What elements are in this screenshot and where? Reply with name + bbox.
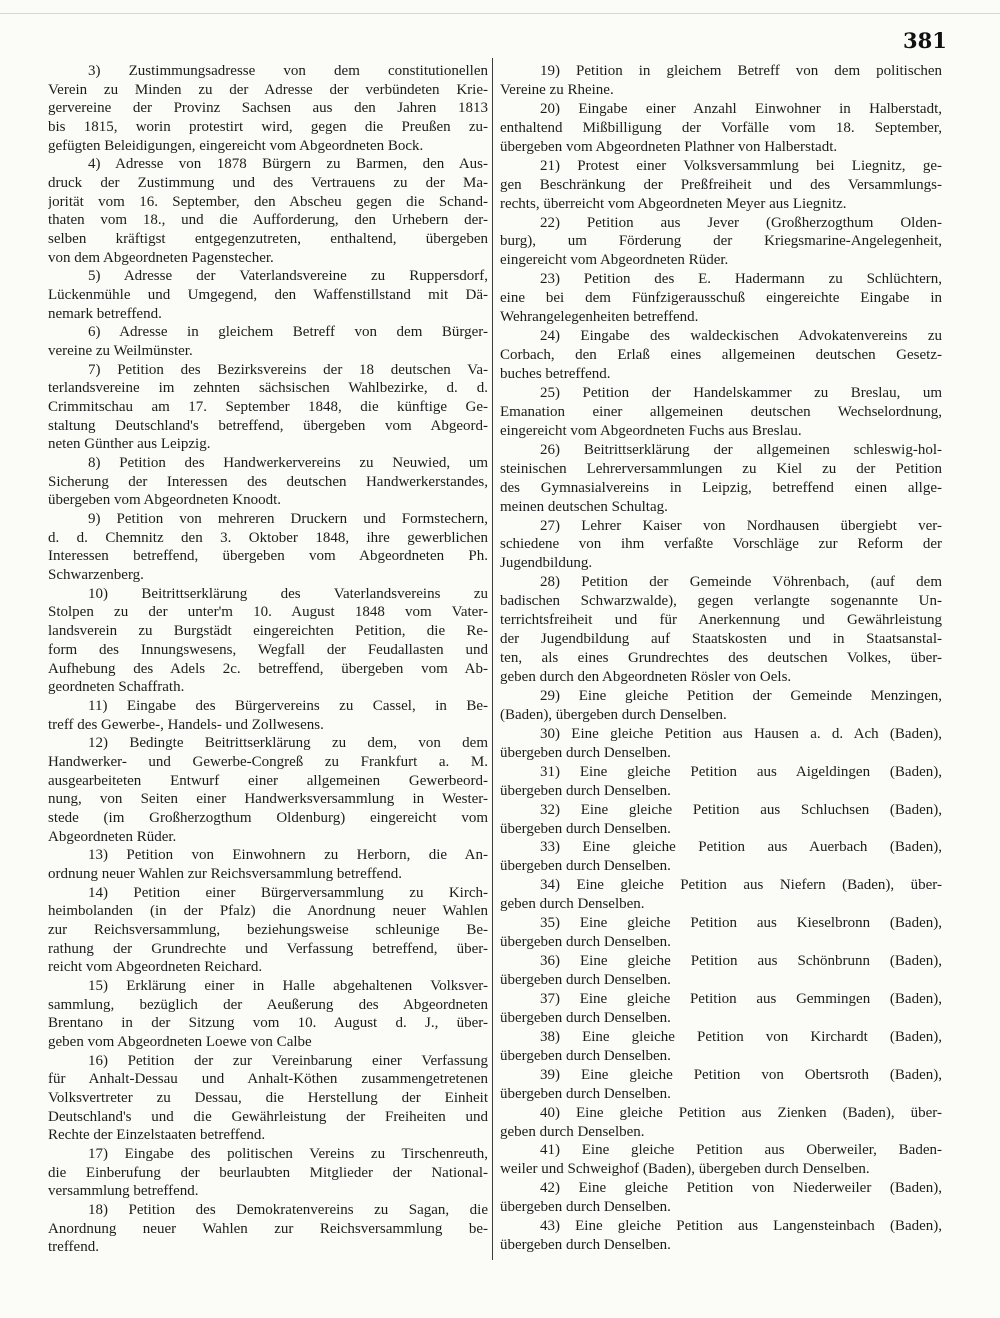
- text-line: Anordnung neuer Wahlen zur Reichsversammlung be-: [48, 1220, 488, 1237]
- text-line: Abgeordneten Rüder.: [48, 828, 177, 845]
- text-line: übergeben durch Denselben.: [500, 858, 671, 875]
- text-line: 43) Eine gleiche Petition aus Langensteinbach (Baden),: [540, 1218, 942, 1235]
- text-line: 13) Petition von Einwohnern zu Herborn, die An-: [88, 847, 488, 864]
- text-line: Handwerker- und Gewerbe-Congreß zu Frankfurt a. M.: [48, 753, 488, 770]
- text-line: 11) Eingabe des Bürgervereins zu Cassel, in Be-: [88, 697, 488, 714]
- text-line: Rechte der Einzelstaaten betreffend.: [48, 1127, 266, 1144]
- text-line: gefügten Beleidigungen, eingereicht vom Abgeordneten Bock.: [48, 137, 424, 154]
- text-line: form des Innungswesens, Wegfall der Feudallasten und: [48, 641, 488, 658]
- entry-3: [48, 62, 488, 155]
- text-line: burg), um Förderung der Kriegsmarine-Angelegenheit,: [500, 233, 942, 250]
- text-line: weiler und Schweighof (Baden), übergeben durch Denselben.: [500, 1161, 870, 1178]
- text-line: 8) Petition des Handwerkervereins zu Neuwied, um: [88, 455, 488, 472]
- text-line: 20) Eingabe einer Anzahl Einwohner in Halberstadt,: [540, 100, 942, 117]
- text-line: übergeben vom Abgeordneten Knoodt.: [48, 492, 282, 509]
- entry-21: [500, 157, 942, 214]
- text-line: Lückenmühle und Umgegend, den Waffenstillstand mit Dä-: [48, 287, 488, 304]
- entry-12: [48, 734, 488, 846]
- entry-17: [48, 1145, 488, 1201]
- text-line: badischen Schwarzwalde), gegen verlangte sogenannte Un-: [500, 593, 942, 610]
- text-line: 15) Erklärung einer in Halle abgehaltenen Volksver-: [88, 977, 488, 994]
- text-line: heimbolanden (in der Pfalz) die Anordnung neuer Wahlen: [48, 903, 488, 920]
- text-line: Verein zu Minden zu der Adresse der verbündeten Krie-: [48, 81, 488, 98]
- text-line: 3) Zustimmungsadresse von dem constitutionellen: [88, 63, 488, 79]
- text-line: geben durch Denselben.: [500, 1123, 645, 1140]
- text-line: 17) Eingabe des politischen Vereins zu Tirschenreuth,: [88, 1145, 488, 1162]
- text-line: (Baden), übergeben durch Denselben.: [500, 706, 727, 723]
- entry-31: [500, 763, 942, 801]
- text-line: 30) Eine gleiche Petition aus Hausen a. d. Ach (Baden),: [540, 725, 942, 742]
- text-line: ordnung neuer Wahlen zur Reichsversammlung betreffend.: [48, 865, 402, 882]
- text-line: für Anhalt-Dessau und Anhalt-Köthen zusammengetretenen: [48, 1071, 488, 1088]
- text-line: übergeben durch Denselben.: [500, 782, 671, 799]
- text-line: Wehrangelegenheiten betreffend.: [500, 309, 699, 326]
- text-line: schiedene von ihm verfaßte Vorschläge zur Reform der: [500, 536, 942, 553]
- entry-13: [48, 846, 488, 883]
- text-line: 38) Eine gleiche Petition von Kirchardt (Baden),: [540, 1028, 942, 1045]
- entry-34: [500, 876, 942, 914]
- text-line: 32) Eine gleiche Petition aus Schluchsen (Baden),: [540, 801, 942, 818]
- text-line: treffend.: [48, 1239, 99, 1256]
- text-line: übergeben durch Denselben.: [500, 1085, 671, 1102]
- entry-4: [48, 155, 488, 267]
- entry-22: [500, 214, 942, 271]
- text-line: 37) Eine gleiche Petition aus Gemmingen (Baden),: [540, 990, 942, 1007]
- entry-10: [48, 585, 488, 697]
- text-line: rechts, überreicht vom Abgeordneten Meyer aus Liegnitz.: [500, 195, 847, 212]
- text-line: versammlung betreffend.: [48, 1183, 199, 1200]
- entry-36: [500, 952, 942, 990]
- text-line: jorität vom 16. September, den Abscheu gegen die Schand-: [48, 193, 488, 210]
- text-line: 42) Eine gleiche Petition von Niederweiler (Baden),: [540, 1180, 942, 1197]
- text-line: des Gymnasialvereins in Leipzig, betreffend einen allge-: [500, 479, 942, 496]
- text-line: übergeben durch Denselben.: [500, 972, 671, 988]
- text-line: nemark betreffend.: [48, 305, 162, 322]
- text-line: gervereine der Provinz Sachsen aus den Jahren 1813: [48, 100, 488, 117]
- entry-35: [500, 914, 942, 952]
- entry-20: [500, 100, 942, 157]
- text-line: staltung Deutschland's betreffend, übergeben vom Abgeord-: [48, 417, 488, 434]
- text-line: 5) Adresse der Vaterlandsvereine zu Ruppersdorf,: [88, 268, 488, 285]
- text-line: 18) Petition des Demokratenvereins zu Sagan, die: [88, 1201, 488, 1218]
- text-line: nung, von Seiten einer Handwerksversammlung in Wester-: [48, 791, 488, 808]
- text-line: eingereicht vom Abgeordneten Rüder.: [500, 252, 729, 269]
- text-line: steinischen Lehrerversammlungen zu Kiel zu der Petition: [500, 460, 942, 477]
- entry-43: [500, 1217, 942, 1255]
- text-line: Stolpen zu der unter'm 10. August 1848 vom Vater-: [48, 604, 488, 621]
- text-line: übergeben durch Denselben.: [500, 1047, 671, 1064]
- entry-28: [500, 573, 942, 687]
- entry-41: [500, 1141, 942, 1179]
- text-line: 10) Beitrittserklärung des Vaterlandsvereins zu: [88, 585, 488, 602]
- text-line: übergeben vom Abgeordneten Plathner von Halberstadt.: [500, 138, 838, 155]
- text-line: sammlung, bezüglich der Aeußerung des Abgeordneten: [48, 996, 488, 1013]
- entry-16: [48, 1052, 488, 1145]
- text-line: Aufhebung des Adels 2c. betreffend, übergeben vom Ab-: [48, 660, 488, 677]
- left-column: [48, 62, 488, 1257]
- text-line: 23) Petition des E. Hadermann zu Schlüchtern,: [540, 271, 942, 288]
- entry-19: [500, 62, 942, 100]
- text-line: 21) Protest einer Volksversammlung bei Liegnitz, ge-: [540, 157, 942, 174]
- entry-24: [500, 327, 942, 384]
- text-line: Sicherung der Interessen des deutschen Handwerkerstandes,: [48, 473, 488, 490]
- text-line: terrichtsfreiheit und für Anerkennung und Gewährleistung: [500, 612, 942, 629]
- text-line: übergeben durch Denselben.: [500, 744, 671, 761]
- entry-23: [500, 270, 942, 327]
- entry-42: [500, 1179, 942, 1217]
- text-line: Emanation einer allgemeinen deutschen Wechselordnung,: [500, 403, 942, 420]
- text-line: 36) Eine gleiche Petition aus Schönbrunn (Baden),: [540, 953, 942, 970]
- text-line: 7) Petition des Bezirksvereins der 18 deutschen Va-: [88, 361, 488, 378]
- text-line: enthaltend Mißbilligung der Vorfälle vom 18. September,: [500, 119, 942, 136]
- text-line: buches betreffend.: [500, 366, 611, 382]
- entry-37: [500, 990, 942, 1028]
- text-line: 12) Bedingte Beitrittserklärung zu dem, von dem: [88, 735, 488, 752]
- text-line: geben durch Denselben.: [500, 896, 645, 913]
- text-line: 6) Adresse in gleichem Betreff von dem Bürger-: [88, 324, 488, 341]
- text-line: der Jugendbildung auf Staatskosten und in Staatsanstal-: [500, 631, 942, 648]
- entry-6: [48, 323, 488, 360]
- text-line: bis 1815, worin protestirt wird, gegen die Preußen zu-: [48, 119, 488, 136]
- text-line: geben durch den Abgeordneten Rösler von Oels.: [500, 669, 792, 685]
- text-line: 14) Petition einer Bürgerversammlung zu Kirch-: [88, 884, 488, 901]
- text-line: 27) Lehrer Kaiser von Nordhausen übergiebt ver-: [540, 517, 942, 534]
- text-line: Brentano in der Sitzung vom 10. August d. J., über-: [48, 1015, 488, 1032]
- text-line: 31) Eine gleiche Petition aus Aigeldingen (Baden),: [540, 763, 942, 780]
- entry-39: [500, 1066, 942, 1104]
- text-line: landsverein zu Burgstädt eingereichten Petition, die Re-: [48, 623, 488, 640]
- text-line: eingereicht vom Abgeordneten Fuchs aus Breslau.: [500, 422, 802, 439]
- entry-26: [500, 441, 942, 517]
- text-line: 4) Adresse von 1878 Bürgern zu Barmen, den Aus-: [88, 156, 488, 173]
- text-line: 39) Eine gleiche Petition von Obertsroth (Baden),: [540, 1066, 942, 1083]
- text-line: Deutschland's und die Gewährleistung der Freiheiten und: [48, 1108, 488, 1125]
- text-line: Vereine zu Rheine.: [500, 81, 614, 98]
- text-line: 29) Eine gleiche Petition der Gemeinde Menzingen,: [540, 687, 942, 704]
- text-line: ausgearbeiteten Entwurf einer allgemeinen Gewerbeord-: [48, 772, 488, 789]
- text-line: 40) Eine gleiche Petition aus Zienken (Baden), über-: [540, 1104, 942, 1121]
- text-line: übergeben durch Denselben.: [500, 1009, 671, 1026]
- entry-25: [500, 384, 942, 441]
- text-line: übergeben durch Denselben.: [500, 1237, 671, 1254]
- column-divider: [492, 58, 493, 1260]
- text-line: d. d. Chemnitz den 3. Oktober 1848, ihre gewerblichen: [48, 529, 488, 546]
- entry-40: [500, 1104, 942, 1142]
- text-line: rathung der Grundrechte und Verfassung betreffend, über-: [48, 940, 488, 957]
- entry-18: [48, 1201, 488, 1257]
- text-line: 41) Eine gleiche Petition aus Oberweiler, Baden-: [540, 1142, 942, 1159]
- text-line: geben vom Abgeordneten Loewe von Calbe: [48, 1033, 312, 1050]
- text-line: übergeben durch Denselben.: [500, 820, 671, 837]
- scan-edge-line: [0, 13, 1000, 14]
- text-line: thaten vom 18., und die Aufforderung, den Urhebern der-: [48, 212, 488, 229]
- text-line: neten Günther aus Leipzig.: [48, 436, 211, 453]
- text-line: stede (im Großherzogthum Oldenburg) eingereicht vom: [48, 809, 488, 826]
- entry-15: [48, 977, 488, 1052]
- entry-33: [500, 838, 942, 876]
- text-line: Volksvertreter zu Dessau, die Herstellung der Einheit: [48, 1089, 488, 1106]
- text-line: 24) Eingabe des waldeckischen Advokatenvereins zu: [540, 328, 942, 345]
- text-line: 34) Eine gleiche Petition aus Niefern (Baden), über-: [540, 877, 942, 894]
- entry-27: [500, 517, 942, 574]
- entry-30: [500, 725, 942, 763]
- text-line: 35) Eine gleiche Petition aus Kieselbronn (Baden),: [540, 915, 942, 932]
- right-column: [500, 62, 942, 1255]
- text-line: Schwarzenberg.: [48, 567, 144, 584]
- text-line: übergeben durch Denselben.: [500, 1199, 671, 1216]
- text-line: terlandsvereine im zehnten sächsischen Wahlbezirke, d. d.: [48, 380, 488, 397]
- text-line: von dem Abgeordneten Pagenstecher.: [48, 249, 274, 266]
- text-line: 28) Petition der Gemeinde Vöhrenbach, (auf dem: [540, 574, 942, 591]
- text-line: geordneten Schaffrath.: [48, 679, 185, 696]
- text-line: vereine zu Weilmünster.: [48, 343, 193, 360]
- text-line: die Einberufung der beurlaubten Mitglieder der National-: [48, 1164, 488, 1181]
- text-line: Jugendbildung.: [500, 555, 593, 572]
- text-line: Crimmitschau am 17. September 1848, die künftige Ge-: [48, 399, 488, 416]
- text-line: druck der Zustimmung und des Vertrauens zu der Ma-: [48, 175, 488, 192]
- text-line: 26) Beitrittserklärung der allgemeinen schleswig-hol-: [540, 441, 942, 458]
- entry-14: [48, 884, 488, 977]
- entry-9: [48, 510, 488, 585]
- entry-7: [48, 361, 488, 454]
- text-line: treff des Gewerbe-, Handels- und Zollwesens.: [48, 716, 324, 733]
- text-line: 9) Petition von mehreren Druckern und Formstechern,: [88, 511, 488, 528]
- text-line: ten, als eines Grundrechtes des deutschen Volkes, über-: [500, 650, 942, 667]
- text-line: 25) Petition der Handelskammer zu Breslau, um: [540, 384, 942, 401]
- entry-32: [500, 801, 942, 839]
- text-line: 22) Petition aus Jever (Großherzogthum Olden-: [540, 214, 942, 231]
- text-line: zur Reichsversammlung, beziehungsweise schleunige Be-: [48, 921, 488, 938]
- entry-38: [500, 1028, 942, 1066]
- text-line: gen Beschränkung der Preßfreiheit und des Versammlungs-: [500, 176, 942, 193]
- page-number: 381: [903, 28, 947, 53]
- text-line: übergeben durch Denselben.: [500, 934, 671, 951]
- text-line: 19) Petition in gleichem Betreff von dem politischen: [540, 63, 942, 79]
- entry-8: [48, 454, 488, 510]
- entry-5: [48, 267, 488, 323]
- text-line: reicht vom Abgeordneten Reichard.: [48, 959, 263, 976]
- text-line: selben kräftigst entgegenzutreten, enthaltend, übergeben: [48, 231, 488, 248]
- text-line: 16) Petition der zur Vereinbarung einer Verfassung: [88, 1052, 488, 1069]
- text-line: Interessen betreffend, übergeben vom Abgeordneten Ph.: [48, 548, 488, 565]
- entry-29: [500, 687, 942, 725]
- text-line: meinen deutschen Schultag.: [500, 498, 668, 515]
- entry-11: [48, 697, 488, 734]
- text-line: Corbach, den Erlaß eines allgemeinen deutschen Gesetz-: [500, 347, 942, 364]
- text-line: eine bei dem Fünfzigerausschuß eingereichte Eingabe in: [500, 290, 942, 307]
- text-line: 33) Eine gleiche Petition aus Auerbach (Baden),: [540, 839, 942, 856]
